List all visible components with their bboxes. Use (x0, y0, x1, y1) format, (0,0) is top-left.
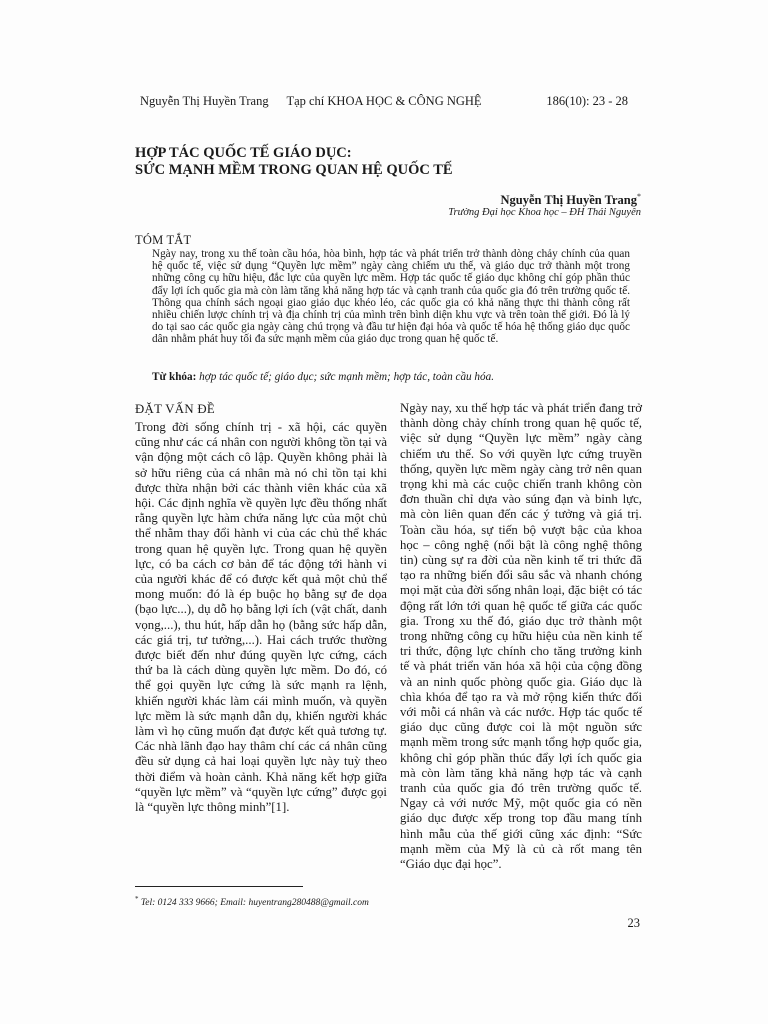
running-header-journal: Tạp chí KHOA HỌC & CÔNG NGHỆ (286, 94, 482, 108)
body-column-right: Ngày nay, xu thế hợp tác và phát triển đang trở thành dòng chảy chính trong quan hệ quốc tế, việc sử dụng “Quyền lực mềm” ngày càng chiếm ưu thế. So với quyền lực cứng truyền thống, quyền lực mềm ngày càng trở nên quan trọng khi mà các cuộc chiến tranh không còn đơn thuần chỉ dựa vào súng đạn và binh lực, mà còn liên quan đến các ý tưởng và giá trị. Toàn cầu hóa, sự tiến bộ vượt bậc của khoa học – công nghệ (nổi bật là công nghệ thông tin) cùng sự ra đời của nền kinh tế tri thức đã tạo ra những biến đổi sâu sắc và nhanh chóng mọi mặt của đời sống nhân loại, đặc biệt có tác động rất lớn tới quan hệ quốc tế giữa các quốc gia. Trong xu thế đó, giáo dục trở thành một trong những công cụ hữu hiệu của nền kinh tế tri thức, động lực chính cho tăng trưởng kinh tế và phát triển văn hóa xã hội của cộng đồng và an ninh quốc phòng quốc gia. Giáo dục là chìa khóa để tạo ra và mở rộng kiến thức đối với mỗi cá nhân và các nước. Hợp tác quốc tế giáo dục cũng được coi là một nguồn sức mạnh mềm trong sức mạnh tổng hợp quốc gia, không chỉ góp phần thúc đẩy lợi ích quốc gia mà còn làm tăng khả năng hợp tác và cạnh tranh của quốc gia đó trên trường quốc tế. Ngay cả với nước Mỹ, một quốc gia có nền giáo dục được xếp trong top đầu mang tính hình mẫu của thế giới cũng xác định: “Sức mạnh mềm của Mỹ là củ cà rốt mang tên “Giáo dục đại học”. (400, 401, 642, 872)
author-name (501, 192, 642, 208)
author-footnote-mark: * (637, 192, 641, 201)
footnote-rule (135, 886, 303, 887)
page-number: 23 (627, 916, 640, 930)
article-title-line-2: SỨC MẠNH MỀM TRONG QUAN HỆ QUỐC TẾ (135, 162, 453, 178)
author-name-text: Nguyễn Thị Huyền Trang (500, 193, 637, 208)
footnote-text: Tel: 0124 333 9666; Email: huyentrang280488@gmail.com (140, 898, 369, 909)
keywords-label: Từ khóa: (152, 371, 197, 383)
article-title (135, 145, 655, 179)
article-title-line-1: HỢP TÁC QUỐC TẾ GIÁO DỤC: (135, 145, 352, 161)
keywords (152, 371, 630, 383)
running-header-issue: 186(10): 23 - 28 (546, 94, 628, 108)
abstract-heading: TÓM TẮT (135, 233, 192, 247)
section-heading: ĐẶT VẤN ĐỀ (135, 402, 216, 416)
abstract-text: Ngày nay, trong xu thế toàn cầu hóa, hòa bình, hợp tác và phát triển trở thành dòng chảy chính của quan hệ quốc tế, việc sử dụng “Quyền lực mềm” ngày càng chiếm ưu thế, và giáo dục trở thành một trong những công cụ hữu hiệu, đắc lực của quyền lực mềm. Hợp tác quốc tế giáo dục không chỉ góp phần thúc đẩy lợi ích quốc gia mà còn làm tăng khả năng hợp tác và cạnh tranh của quốc gia đó trên trường quốc tế. Thông qua chính sách ngoại giao giáo dục khéo léo, các quốc gia có khả năng thực thi thành công rất nhiều chiến lược chính trị và địa chính trị của mình trên bình diện khu vực và trên toàn thế giới. Đó là lý do tại sao các quốc gia ngày càng chú trọng và đầu tư hiện đại hóa và quốc tế hóa hệ thống giáo dục quốc dân nhằm phát huy tối đa sức mạnh mềm của giáo dục trong quan hệ quốc tế. (152, 248, 630, 346)
keywords-list: hợp tác quốc tế; giáo dục; sức mạnh mềm; hợp tác, toàn cầu hóa. (199, 371, 495, 383)
footnote-mark: * (135, 895, 139, 903)
body-column-left: Trong đời sống chính trị - xã hội, các quyền cũng như các cá nhân con người không tồn tại và vận động một cách cô lập. Quyền không phải là sở hữu riêng của cá nhân mà nó chỉ tồn tại khi được thừa nhận bởi các thành viên khác của xã hội. Các định nghĩa về quyền lực đều thống nhất rằng quyền lực hàm chứa năng lực của một chủ thể nhằm thay đổi hành vi của các chủ thể khác trong quan hệ quyền lực. Trong quan hệ quyền lực, có ba cách cơ bản để tác động tới hành vi của người khác để có được kết quả một chủ thể mong muốn: đó là ép buộc họ bằng sự đe dọa (bạo lực...), dụ dỗ họ bằng lợi ích (vật chất, danh vọng,...), thu hút, hấp dẫn họ (bằng sức hấp dẫn, các giá trị, tư tưởng,...). Hai cách trước thường được biết đến như đúng quyền lực cứng, cách thứ ba là cách dùng quyền lực mềm. Do đó, có thể gọi quyền lực cứng là sức mạnh ra lệnh, khiến người khác làm cái mình muốn, và quyền lực mềm là sức mạnh dẫn dụ, khiến người khác làm vì họ cũng muốn đạt được kết quả tương tự. Các nhà lãnh đạo hay thâm chí các cá nhân cũng đều sử dụng cả hai loại quyền lực này tuỳ theo thời điểm và hoàn cảnh. Khả năng kết hợp giữa “quyền lực mềm” và “quyền lực cứng” được gọi là “quyền lực thông minh”[1]. (135, 420, 387, 815)
author-affiliation: Trường Đại học Khoa học – ĐH Thái Nguyên (448, 207, 641, 218)
running-header-author: Nguyễn Thị Huyền Trang (140, 94, 269, 108)
footnote (135, 895, 369, 908)
